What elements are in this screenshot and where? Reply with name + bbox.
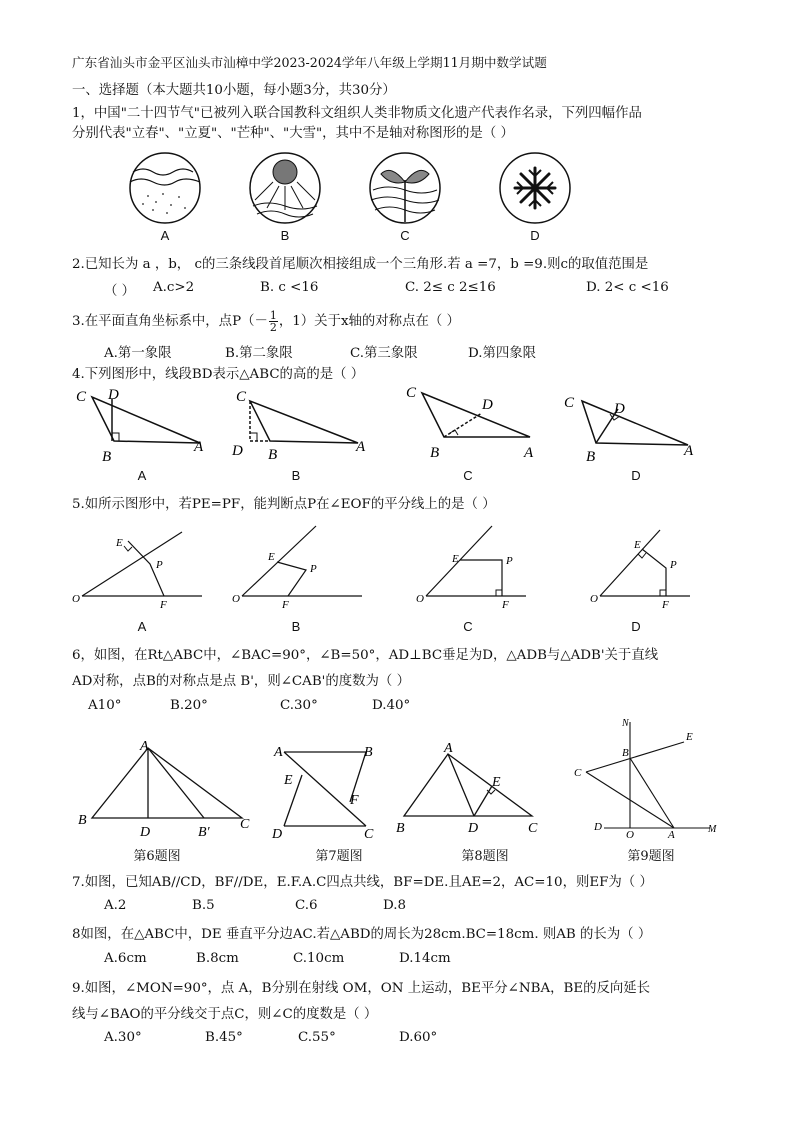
svg-text:C: C (364, 827, 374, 842)
svg-text:A: A (356, 439, 366, 455)
q2-option-d[interactable]: D. 2< c <16 (586, 280, 669, 295)
q4-figure-c (400, 385, 550, 465)
q1-figure-mangzhong (363, 150, 447, 226)
svg-text:M: M (708, 824, 717, 835)
svg-text:B: B (586, 449, 596, 465)
svg-text:P: P (670, 559, 677, 571)
q9-stem-line2: 线与∠BAO的平分线交于点C，则∠C的度数是（ ） (72, 1007, 378, 1022)
q1-label-d: D (530, 228, 540, 243)
caption-q8: 第8题图 (461, 849, 509, 864)
svg-text:E: E (686, 731, 693, 743)
q9-stem-line1: 9.如图，∠MON=90°，点 A，B分别在射线 OM，ON 上运动，BE平分∠NBA，BE的反向延长 (72, 981, 651, 996)
svg-text:F: F (282, 599, 289, 611)
svg-text:D: D (614, 401, 625, 417)
svg-text:P: P (310, 563, 317, 575)
q4-stem: 4.下列图形中，线段BD表示△ABC的高的是（ ） (72, 367, 365, 382)
q2-paren: （ ） (104, 284, 136, 299)
q6-option-a[interactable]: A10° (88, 698, 122, 713)
q6-option-c[interactable]: C.30° (280, 698, 318, 713)
svg-text:C: C (240, 817, 250, 832)
svg-text:F: F (662, 599, 669, 611)
svg-text:D: D (482, 397, 493, 413)
q3-option-b[interactable]: B.第二象限 (225, 346, 293, 361)
caption-q9: 第9题图 (627, 849, 675, 864)
svg-text:B: B (78, 813, 87, 828)
q8-stem: 8如图，在△ABC中，DE 垂直平分边AC.若△ABD的周长为28cm.BC=18cm. 则AB 的长为（ ） (72, 927, 652, 942)
figure-q7 (270, 740, 390, 840)
svg-text:F: F (350, 793, 359, 808)
svg-text:A: A (274, 745, 283, 760)
q1-stem-line2: 分别代表"立春"、"立夏"、"芒种"、"大雪"，其中不是轴对称图形的是（ ） (72, 126, 514, 141)
q1-label-c: C (400, 228, 410, 243)
q4-figure-a (72, 385, 212, 465)
svg-text:A: A (140, 739, 149, 754)
svg-text:D: D (272, 827, 283, 842)
q7-option-d[interactable]: D.8 (383, 898, 407, 913)
svg-text:C: C (76, 389, 87, 405)
q1-label-b: B (280, 228, 290, 243)
svg-text:O: O (232, 593, 240, 605)
svg-text:N: N (622, 718, 629, 729)
q3-fraction: $\frac{1}{2}$ (269, 309, 277, 334)
q9-option-a[interactable]: A.30° (104, 1030, 142, 1045)
svg-text:D: D (594, 821, 602, 833)
q5-figure-a (72, 522, 212, 612)
q8-option-b[interactable]: B.8cm (196, 951, 239, 966)
svg-text:O: O (416, 593, 424, 605)
q6-stem-line2: AD对称，点B的对称点是点 B'，则∠CAB'的度数为（ ） (72, 674, 410, 689)
q9-option-d[interactable]: D.60° (399, 1030, 438, 1045)
caption-q6: 第6题图 (133, 849, 181, 864)
svg-text:B: B (622, 747, 629, 759)
q2-option-a[interactable]: A.c>2 (153, 280, 195, 295)
q6-stem-line1: 6，如图，在Rt△ABC中，∠BAC=90°，∠B=50°，AD⊥BC垂足为D，△ADB与△ADB'关于直线 (72, 648, 659, 663)
q7-option-a[interactable]: A.2 (104, 898, 127, 913)
q7-option-b[interactable]: B.5 (192, 898, 215, 913)
q4-label-a: A (137, 468, 147, 483)
q4-figure-b (228, 385, 378, 465)
figure-q8 (396, 740, 556, 840)
q6-option-b[interactable]: B.20° (170, 698, 208, 713)
svg-text:E: E (268, 551, 275, 563)
q5-figure-b (232, 522, 382, 612)
q8-option-d[interactable]: D.14cm (399, 951, 451, 966)
svg-text:A: A (524, 445, 534, 461)
q3-option-c[interactable]: C.第三象限 (350, 346, 418, 361)
svg-text:E: E (492, 775, 501, 790)
q4-label-d: D (631, 468, 641, 483)
q1-figure-lichun (123, 150, 207, 226)
svg-text:C: C (564, 395, 575, 411)
svg-text:A: A (684, 443, 694, 459)
q1-figure-lixia (243, 150, 327, 226)
q2-option-c[interactable]: C. 2≤ c 2≤16 (405, 280, 496, 295)
q1-stem-line1: 1，中国"二十四节气"已被列入联合国教科文组织人类非物质文化遗产代表作名录，下列四幅作品 (72, 106, 642, 121)
q3-stem-post: ，1）关于x轴的对称点在（ ） (278, 314, 460, 329)
svg-text:E: E (284, 773, 293, 788)
q5-label-a: A (137, 619, 147, 634)
figure-q9 (574, 716, 724, 840)
svg-text:D: D (468, 821, 479, 836)
q5-figure-c (416, 522, 556, 612)
svg-text:F: F (502, 599, 509, 611)
svg-text:E: E (116, 537, 123, 549)
q3-option-a[interactable]: A.第一象限 (104, 346, 172, 361)
svg-text:C: C (406, 385, 417, 401)
q1-figure-daxue (493, 150, 577, 226)
q5-label-b: B (291, 619, 301, 634)
svg-text:D: D (108, 387, 119, 403)
q4-label-b: B (291, 468, 301, 483)
svg-text:B: B (268, 447, 278, 463)
q8-option-c[interactable]: C.10cm (293, 951, 345, 966)
q4-figure-d (560, 385, 710, 465)
q5-label-c: C (463, 619, 473, 634)
q3-stem (72, 310, 460, 333)
svg-text:E: E (634, 539, 641, 551)
svg-text:A: A (668, 829, 675, 841)
q5-stem: 5.如所示图形中，若PE=PF，能判断点P在∠EOF的平分线上的是（ ） (72, 497, 496, 512)
q1-label-a: A (160, 228, 170, 243)
svg-text:C: C (236, 389, 247, 405)
q9-option-b[interactable]: B.45° (205, 1030, 243, 1045)
svg-text:B: B (102, 449, 112, 465)
svg-text:A: A (444, 741, 453, 756)
q6-option-d[interactable]: D.40° (372, 698, 411, 713)
q3-option-d[interactable]: D.第四象限 (468, 346, 537, 361)
svg-text:P: P (506, 555, 513, 567)
svg-text:P: P (156, 559, 163, 571)
q3-stem-pre: 3.在平面直角坐标系中，点P（－ (72, 314, 268, 329)
svg-text:D: D (140, 825, 151, 840)
q2-option-b[interactable]: B. c <16 (260, 280, 319, 295)
q8-option-a[interactable]: A.6cm (104, 951, 147, 966)
svg-text:O: O (626, 829, 634, 841)
svg-text:C: C (574, 767, 582, 779)
svg-text:B′: B′ (198, 825, 210, 840)
q2-stem: 2.已知长为 a ，b， c的三条线段首尾顺次相接组成一个三角形.若 a =7，b =9.则c的取值范围是 (72, 257, 649, 272)
svg-text:E: E (452, 553, 459, 565)
document-title: 广东省汕头市金平区汕头市汕樟中学2023-2024学年八年级上学期11月期中数学试题 (72, 55, 547, 70)
svg-text:B: B (396, 821, 405, 836)
q7-option-c[interactable]: C.6 (295, 898, 318, 913)
q4-label-c: C (463, 468, 473, 483)
svg-text:B: B (430, 445, 440, 461)
svg-text:C: C (528, 821, 538, 836)
svg-text:O: O (72, 593, 80, 605)
svg-text:B: B (364, 745, 373, 760)
section-heading: 一、选择题（本大题共10小题，每小题3分，共30分） (72, 83, 396, 98)
svg-text:O: O (590, 593, 598, 605)
q5-label-d: D (631, 619, 641, 634)
caption-q7: 第7题图 (315, 849, 363, 864)
svg-text:D: D (232, 443, 243, 459)
q5-figure-d (590, 522, 730, 612)
svg-text:F: F (160, 599, 167, 611)
q9-option-c[interactable]: C.55° (298, 1030, 336, 1045)
figure-q6 (74, 738, 254, 838)
q7-stem: 7.如图，已知AB//CD，BF//DE，E.F.A.C四点共线，BF=DE.且AE=2，AC=10，则EF为（ ） (72, 875, 653, 890)
svg-text:A: A (194, 439, 204, 455)
